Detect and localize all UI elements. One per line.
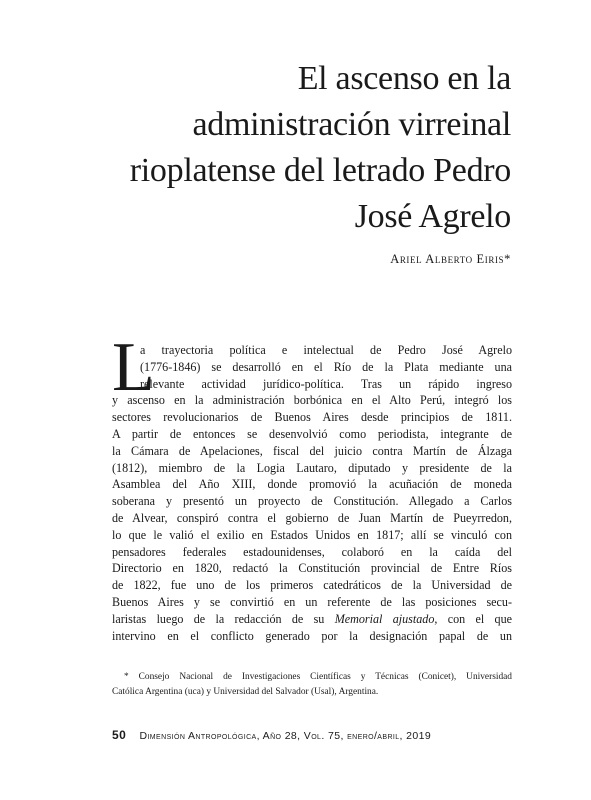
body-line: (1812), miembro de la Logia Lautaro, diputado y presidente de la	[112, 460, 512, 475]
body-line: (1776-1846) se desarrolló en el Río de la Plata mediante una	[140, 359, 512, 374]
footnote	[112, 670, 512, 700]
title-line: administración virreinal	[192, 106, 511, 143]
page-number: 50	[112, 728, 127, 742]
footnote-line: Católica Argentina (uca) y Universidad del Salvador (Usal), Argentina.	[112, 687, 379, 697]
footnote-line: * Consejo Nacional de Investigaciones Científicas y Técnicas (Conicet), Universidad	[124, 672, 512, 682]
body-line: de Alvear, conspiró contra el gobierno de Juan Martín de Pueyrredon,	[112, 510, 512, 525]
body-line: Buenos Aires y se convirtió en un referente de las posiciones secu-	[112, 594, 512, 609]
body-line: la Cámara de Apelaciones, fiscal del juicio contra Martín de Álzaga	[112, 443, 512, 458]
author-name: Ariel Alberto Eiris*	[390, 252, 511, 266]
title-line: El ascenso en la	[297, 60, 511, 97]
body-line: a trayectoria política e intelectual de Pedro José Agrelo	[140, 343, 512, 357]
body-line-end: , con el que	[434, 611, 513, 626]
body-line-with-italic	[112, 611, 512, 628]
body-line: A partir de entonces se desenvolvió como periodista, integrante de	[112, 426, 512, 441]
body-line: pensadores federales estadounidenses, colaboró en la caída del	[112, 544, 512, 559]
drop-cap: L	[112, 329, 155, 406]
page-footer	[112, 728, 532, 742]
body-line: de 1822, fue uno de los primeros catedráticos de la Universidad de	[112, 578, 512, 593]
italic-title: Memorial ajustado	[334, 611, 435, 626]
body-line: Asamblea del Año XIII, donde promovió la acuñación de moneda	[112, 477, 512, 492]
body-line: y ascenso en la administración borbónica en el Alto Perú, integró los	[112, 393, 512, 408]
article-body	[112, 342, 512, 644]
title-line: José Agrelo	[354, 198, 511, 235]
body-line-start: laristas luego de la redacción de su	[112, 611, 325, 626]
body-line: Directorio en 1820, redactó la Constitución provincial de Entre Ríos	[112, 561, 512, 576]
article-title	[91, 56, 511, 240]
body-line: relevante actividad jurídico-política. Tras un rápido ingreso	[140, 376, 512, 391]
body-line: lo que le valió el exilio en Estados Unidos en 1817; allí se vinculó con	[112, 527, 512, 542]
body-line: sectores revolucionarios de Buenos Aires desde principios de 1811.	[112, 410, 512, 425]
body-line: intervino en el conflicto generado por la designación papal de un	[112, 628, 512, 643]
journal-info: Dimensión Antropológica, Año 28, Vol. 75, enero/abril, 2019	[139, 730, 432, 742]
title-line: rioplatense del letrado Pedro	[129, 152, 511, 189]
body-line: soberana y presentó un proyecto de Constitución. Allegado a Carlos	[112, 494, 512, 509]
